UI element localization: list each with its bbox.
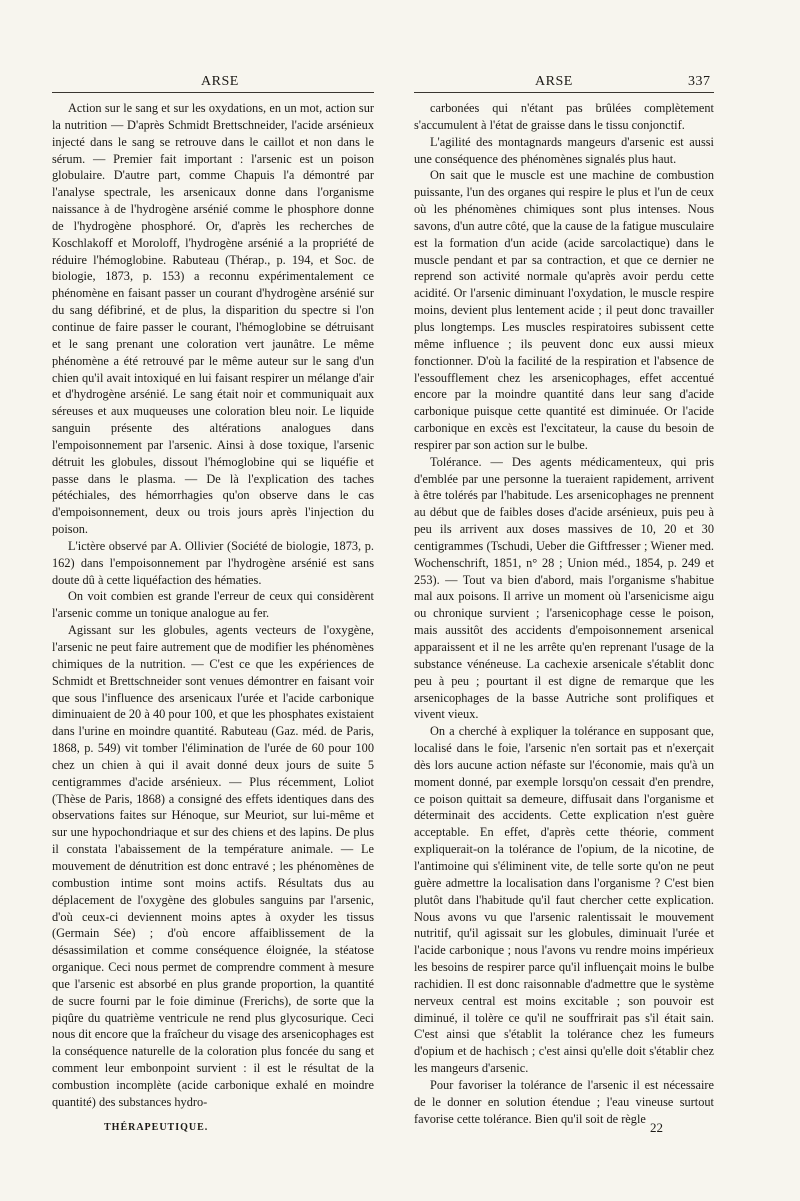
paragraph: Tolérance. — Des agents médicamenteux, qui pris d'emblée par une personne la tueraient rapidement, arrivent à être tolérés par l'habitude. Les arsenicophages ne prennent au début que de faibles doses d'acide arsénieux, puis peu à peu ils arrivent aux doses massives de 10, 20 et 30 centigrammes (Tschudi, Ueber die Giftfresser ; Wiener med. Wochenschrift, 1851, n° 28 ; Union méd., 1854, p. 249 et 253). — Tout va bien d'abord, mais l'organisme s'habitue mal aux poisons. Il arrive un moment où l'arsenicisme aigu ou chronique survient ; l'arsenicophage cesse le poison, mais aussitôt des accidents d'empoisonnement arsenical apparaissent et il ne les arrête qu'en reprenant l'usage de la substance vénéneuse. La cachexie arsenicale s'établit donc peu à peu ; pourtant il est digne de remarque que les arsenicophages de la basse Autriche sont prolifiques et vivent vieux.: [414, 454, 714, 722]
running-head-left: ARSE: [201, 74, 239, 89]
right-column: [414, 100, 714, 1127]
paragraph: carbonées qui n'étant pas brûlées complètement s'accumulent à l'état de graisse dans le tissu conjonctif.: [414, 101, 714, 132]
paragraph: On a cherché à expliquer la tolérance en supposant que, localisé dans le foie, l'arsenic n'en sortait pas et n'exerçait dès lors aucune action néfaste sur l'économie, mais qu'à un moment donné, par exemple lorsqu'on cessait d'en prendre, ce poison quittait sa demeure, diffusait dans l'organisme et déterminait des accidents. Cette explication n'est guère acceptable. En effet, d'après cette théorie, comment expliquerait-on la tolérance de l'opium, de la nicotine, de l'antimoine qui s'éliminent vite, de telle sorte qu'on ne peut guère admettre la localisation dans l'organisme ? C'est bien plutôt dans l'habitude qu'il faut chercher cette explication. Nous avons vu que l'arsenic ralentissait le mouvement nutritif, qu'il agissait sur les globules, diminuait l'urée et l'acide carbonique ; nous l'avons vu rendre moins impérieux les besoins de respirer parce qu'il influençait moins le bulbe rachidien. Il est donc raisonnable d'admettre que le système nerveux central est moins excitable ; son pouvoir est diminué, il tolère ce qu'il ne souffrirait pas s'il était sain. C'est ainsi que s'établit la tolérance chez les fumeurs d'opium et de hachisch ; c'est ainsi qu'elle doit s'établir chez les mangeurs d'arsenic.: [414, 724, 714, 1076]
page-number: 337: [688, 74, 711, 89]
paragraph: Agissant sur les globules, agents vecteurs de l'oxygène, l'arsenic ne peut faire autrement que de modifier les phénomènes chimiques de la nutrition. — C'est ce que les expériences de Schmidt et Brettschneider sont venues démontrer en faisant voir que sous l'influence des arsenicaux l'urée et l'acide carbonique diminuaient de 20 à 40 pour 100, et que les phosphates existaient dans l'urine en moindre quantité. Rabuteau (Gaz. méd. de Paris, 1868, p. 549) vit tomber l'élimination de l'urée de 60 pour 100 chez un chien à qui il avait donné deux jours de suite 5 centigrammes d'acide arsénieux. — Plus récemment, Loliot (Thèse de Paris, 1868) a consigné des effets identiques dans des observations faites sur Hénoque, sur Meuriot, sur lui-même et sur une hypochondriaque et sur des chiens et des lapins. De plus il constata l'abaissement de la température animale. — Le mouvement de dénutrition est donc entravé ; les phénomènes de combustion intime sont moins actifs. Résultats dus au déplacement de l'oxygène des globules sanguins par l'arsenic, d'où ceux-ci deviennent moins aptes à oxyder les tissus (Germain Sée) ; d'où encore affaiblissement de la désassimilation et comme conséquence éloignée, la stéatose organique. Ceci nous permet de comprendre comment à mesure que l'arsenic est absorbé en plus grande proportion, la quantité de sucre fourni par le foie diminue (Frerichs), de sorte que la piqûre du quatrième ventricule ne rend plus glycosurique. Ceci nous dit encore que la fraîcheur du visage des arsenicophages est la conséquence naturelle de la coloration plus foncée du sang et comment leur embonpoint survient : il est le résultat de la combustion incomplète (acide carbonique exhalé en moindre quantité) des substances hydro-: [52, 623, 374, 1109]
header-rule-right: [414, 92, 714, 93]
paragraph: On sait que le muscle est une machine de combustion puissante, l'un des organes qui respire le plus et l'un de ceux où les phénomènes chimiques sont plus intenses. Nous savons, d'un autre côté, que la cause de la fatigue musculaire est la formation d'un acide (acide sarcolactique) dans le muscle pendant et par sa contraction, et que ce dernier ne reprend son activité normale qu'après avoir perdu cette acidité. Or l'arsenic diminuant l'oxydation, le muscle respire moins, devient plus lentement acide ; il peut donc travailler plus longtemps. Les muscles respiratoires subissent cette même influence ; ils peuvent donc eux aussi mieux fonctionner. D'où la facilité de la respiration et l'absence de l'essoufflement chez les arsenicophages, effet accentué encore par la moindre quantité dans leur sang d'acide carbonique puisque cette quantité est diminuée. Or l'acide carbonique en excès est l'excitateur, la cause du besoin de respirer par son action sur le bulbe.: [414, 168, 714, 452]
paragraph: Pour favoriser la tolérance de l'arsenic il est nécessaire de le donner en solution étendue ; l'eau vineuse surtout favorise cette tolérance. Bien qu'il soit de règle: [414, 1077, 714, 1126]
paragraph: L'ictère observé par A. Ollivier (Société de biologie, 1873, p. 162) dans l'empoisonnement par l'hydrogène arsénié est sans doute dû à cette liquéfaction des hématies.: [52, 538, 374, 587]
footer-signature: THÉRAPEUTIQUE.: [104, 1122, 209, 1133]
paragraph: Action sur le sang et sur les oxydations, en un mot, action sur la nutrition — D'après Schmidt Brettschneider, l'acide arsénieux injecté dans le sang se retrouve dans le caillot et non dans le sérum. — Premier fait important : l'arsenic est un poison globulaire. D'autre part, comme Chapuis l'a démontré par l'analyse spectrale, les arsenicaux donne dans l'organisme naissance à de l'hydrogène arsénié comme le phosphore donne de l'hydrogène phosphoré. Or, d'après les recherches de Koschlakoff et Moroloff, l'hydrogène arsénié a la propriété de réduire l'hémoglobine. Rabuteau (Thérap., p. 194, et Soc. de biologie, 1873, p. 153) a reconnu expérimentalement ce phénomène en faisant passer un courant d'hydrogène arsénié sur du sang défibriné, et de plus, la disparition du spectre si l'on continue de faire passer le courant, l'hémoglobine se détruisant et le sang prenant une coloration vert jaunâtre. Le même phénomène a été retrouvé par le même auteur sur le sang d'un chien qu'il avait intoxiqué en lui faisant respirer un mélange d'air et d'hydrogène arsénié. Le sang était noir et communiquait aux séreuses et aux muqueuses une coloration bleu noir. Le liquide sanguin présente des altérations analogues dans l'empoisonnement par l'arsenic. Ainsi à dose toxique, l'arsenic détruit les globules, dissout l'hémoglobine qui se liquéfie et passe dans le plasma. — De là l'explication des taches pétéchiales, des hémorrhagies qu'on observe dans le cas d'empoisonnement, deux ou trois jours après l'injection du poison.: [52, 101, 374, 537]
paragraph: L'agilité des montagnards mangeurs d'arsenic est aussi une conséquence des phénomènes signalés plus haut.: [414, 134, 714, 166]
running-head-right: ARSE: [535, 74, 573, 89]
left-column: [52, 100, 374, 1111]
paragraph: On voit combien est grande l'erreur de ceux qui considèrent l'arsenic comme un tonique analogue au fer.: [52, 589, 374, 621]
footer-sheet-number: 22: [650, 1120, 663, 1135]
header-rule-left: [52, 92, 374, 93]
